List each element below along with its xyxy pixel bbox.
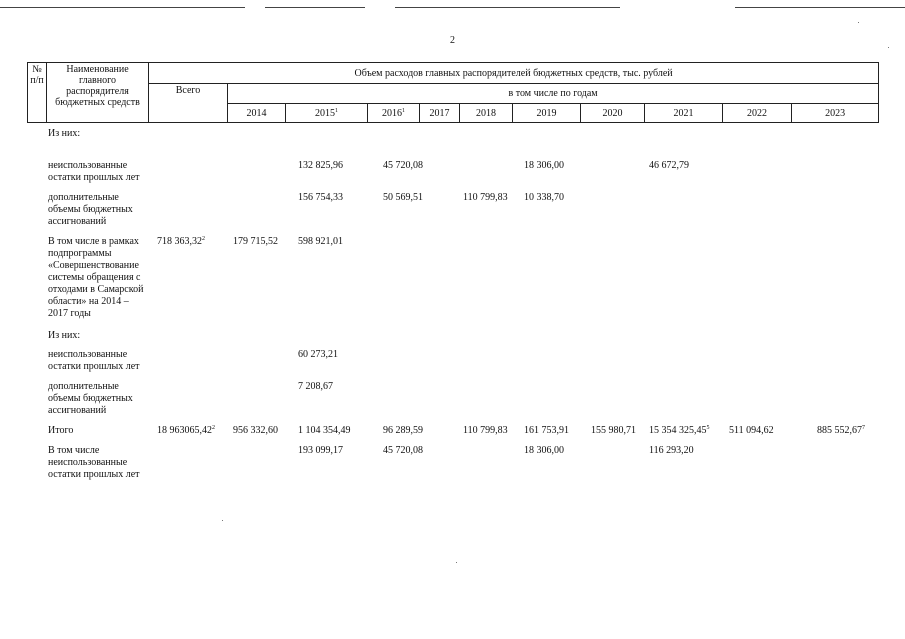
row-label: Из них:	[48, 330, 81, 341]
row-value-2016: 96 289,59	[383, 425, 423, 436]
row-value-2016: 50 569,51	[383, 192, 423, 203]
header-year-2018: 2018	[460, 104, 513, 123]
page-top-rule	[395, 7, 620, 8]
header-year-2017: 2017	[420, 104, 460, 123]
row-value-2015: 60 273,21	[298, 349, 338, 360]
page-top-rule	[265, 7, 365, 8]
header-by-years: в том числе по годам	[228, 84, 879, 104]
row-label: В том числе неиспользованные остатки прошлых лет	[48, 445, 140, 480]
row-label: дополнительные объемы бюджетных ассигнований	[48, 192, 133, 227]
row-value-2021: 46 672,79	[649, 160, 689, 171]
row-value-2016: 45 720,08	[383, 160, 423, 171]
row-value-2021: 116 293,20	[649, 445, 694, 456]
row-value-2019: 18 306,00	[524, 160, 564, 171]
row-value-2018: 110 799,83	[463, 192, 508, 203]
row-value-2019: 18 306,00	[524, 445, 564, 456]
row-value-2019: 10 338,70	[524, 192, 564, 203]
row-value-2019: 161 753,91	[524, 425, 569, 436]
header-year-2022: 2022	[723, 104, 792, 123]
row-total-cell: 718 363,32$^2$	[157, 236, 205, 247]
header-total-col: Всего	[149, 84, 228, 123]
header-main-title: Объем расходов главных распорядителей бюджетных средств, тыс. рублей	[149, 63, 879, 84]
row-label: дополнительные объемы бюджетных ассигнований	[48, 381, 133, 416]
scan-speck	[858, 22, 859, 23]
header-year-2015: 2015$^1$	[286, 104, 368, 123]
row-total-cell: 18 963065,42$^2$	[157, 425, 215, 436]
row-value-2014: 179 715,52	[233, 236, 278, 247]
header-year-2019: 2019	[513, 104, 581, 123]
header-year-2021: 2021	[645, 104, 723, 123]
header-year-2016: 2016$^1$	[368, 104, 420, 123]
row-value-2014: 956 332,60	[233, 425, 278, 436]
row-value-2015: 7 208,67	[298, 381, 333, 392]
row-value-2021: 15 354 325,45$^5$	[649, 425, 710, 436]
header-name-col: Наименование главного распорядителя бюджетных средств	[47, 63, 149, 123]
row-label: неиспользованные остатки прошлых лет	[48, 160, 140, 183]
header-year-2020: 2020	[581, 104, 645, 123]
row-label: В том числе в рамках подпрограммы «Совершенствование системы обращения с отходами в Самарской области» на 2014 – 2017 годы	[48, 236, 144, 319]
row-value-2018: 110 799,83	[463, 425, 508, 436]
row-label: неиспользованные остатки прошлых лет	[48, 349, 140, 372]
row-label: Итого	[48, 425, 74, 436]
table-header	[27, 62, 879, 123]
row-value-2023: 885 552,67$^7$	[817, 425, 865, 436]
row-value-2022: 511 094,62	[729, 425, 774, 436]
row-value-2015: 193 099,17	[298, 445, 343, 456]
row-value-2015: 132 825,96	[298, 160, 343, 171]
header-year-2023: 2023	[792, 104, 879, 123]
scan-speck	[456, 562, 457, 563]
page-number: 2	[450, 35, 455, 46]
row-value-2015: 1 104 354,49	[298, 425, 351, 436]
row-value-2016: 45 720,08	[383, 445, 423, 456]
page-top-rule	[735, 7, 905, 8]
row-label: Из них:	[48, 128, 81, 139]
row-value-2015: 598 921,01	[298, 236, 343, 247]
header-num-col: № п/п	[28, 63, 47, 123]
row-value-2020: 155 980,71	[591, 425, 636, 436]
page-top-rule	[0, 7, 245, 8]
row-value-2015: 156 754,33	[298, 192, 343, 203]
scan-speck	[888, 47, 889, 48]
header-year-2014: 2014	[228, 104, 286, 123]
scan-speck	[222, 520, 223, 521]
